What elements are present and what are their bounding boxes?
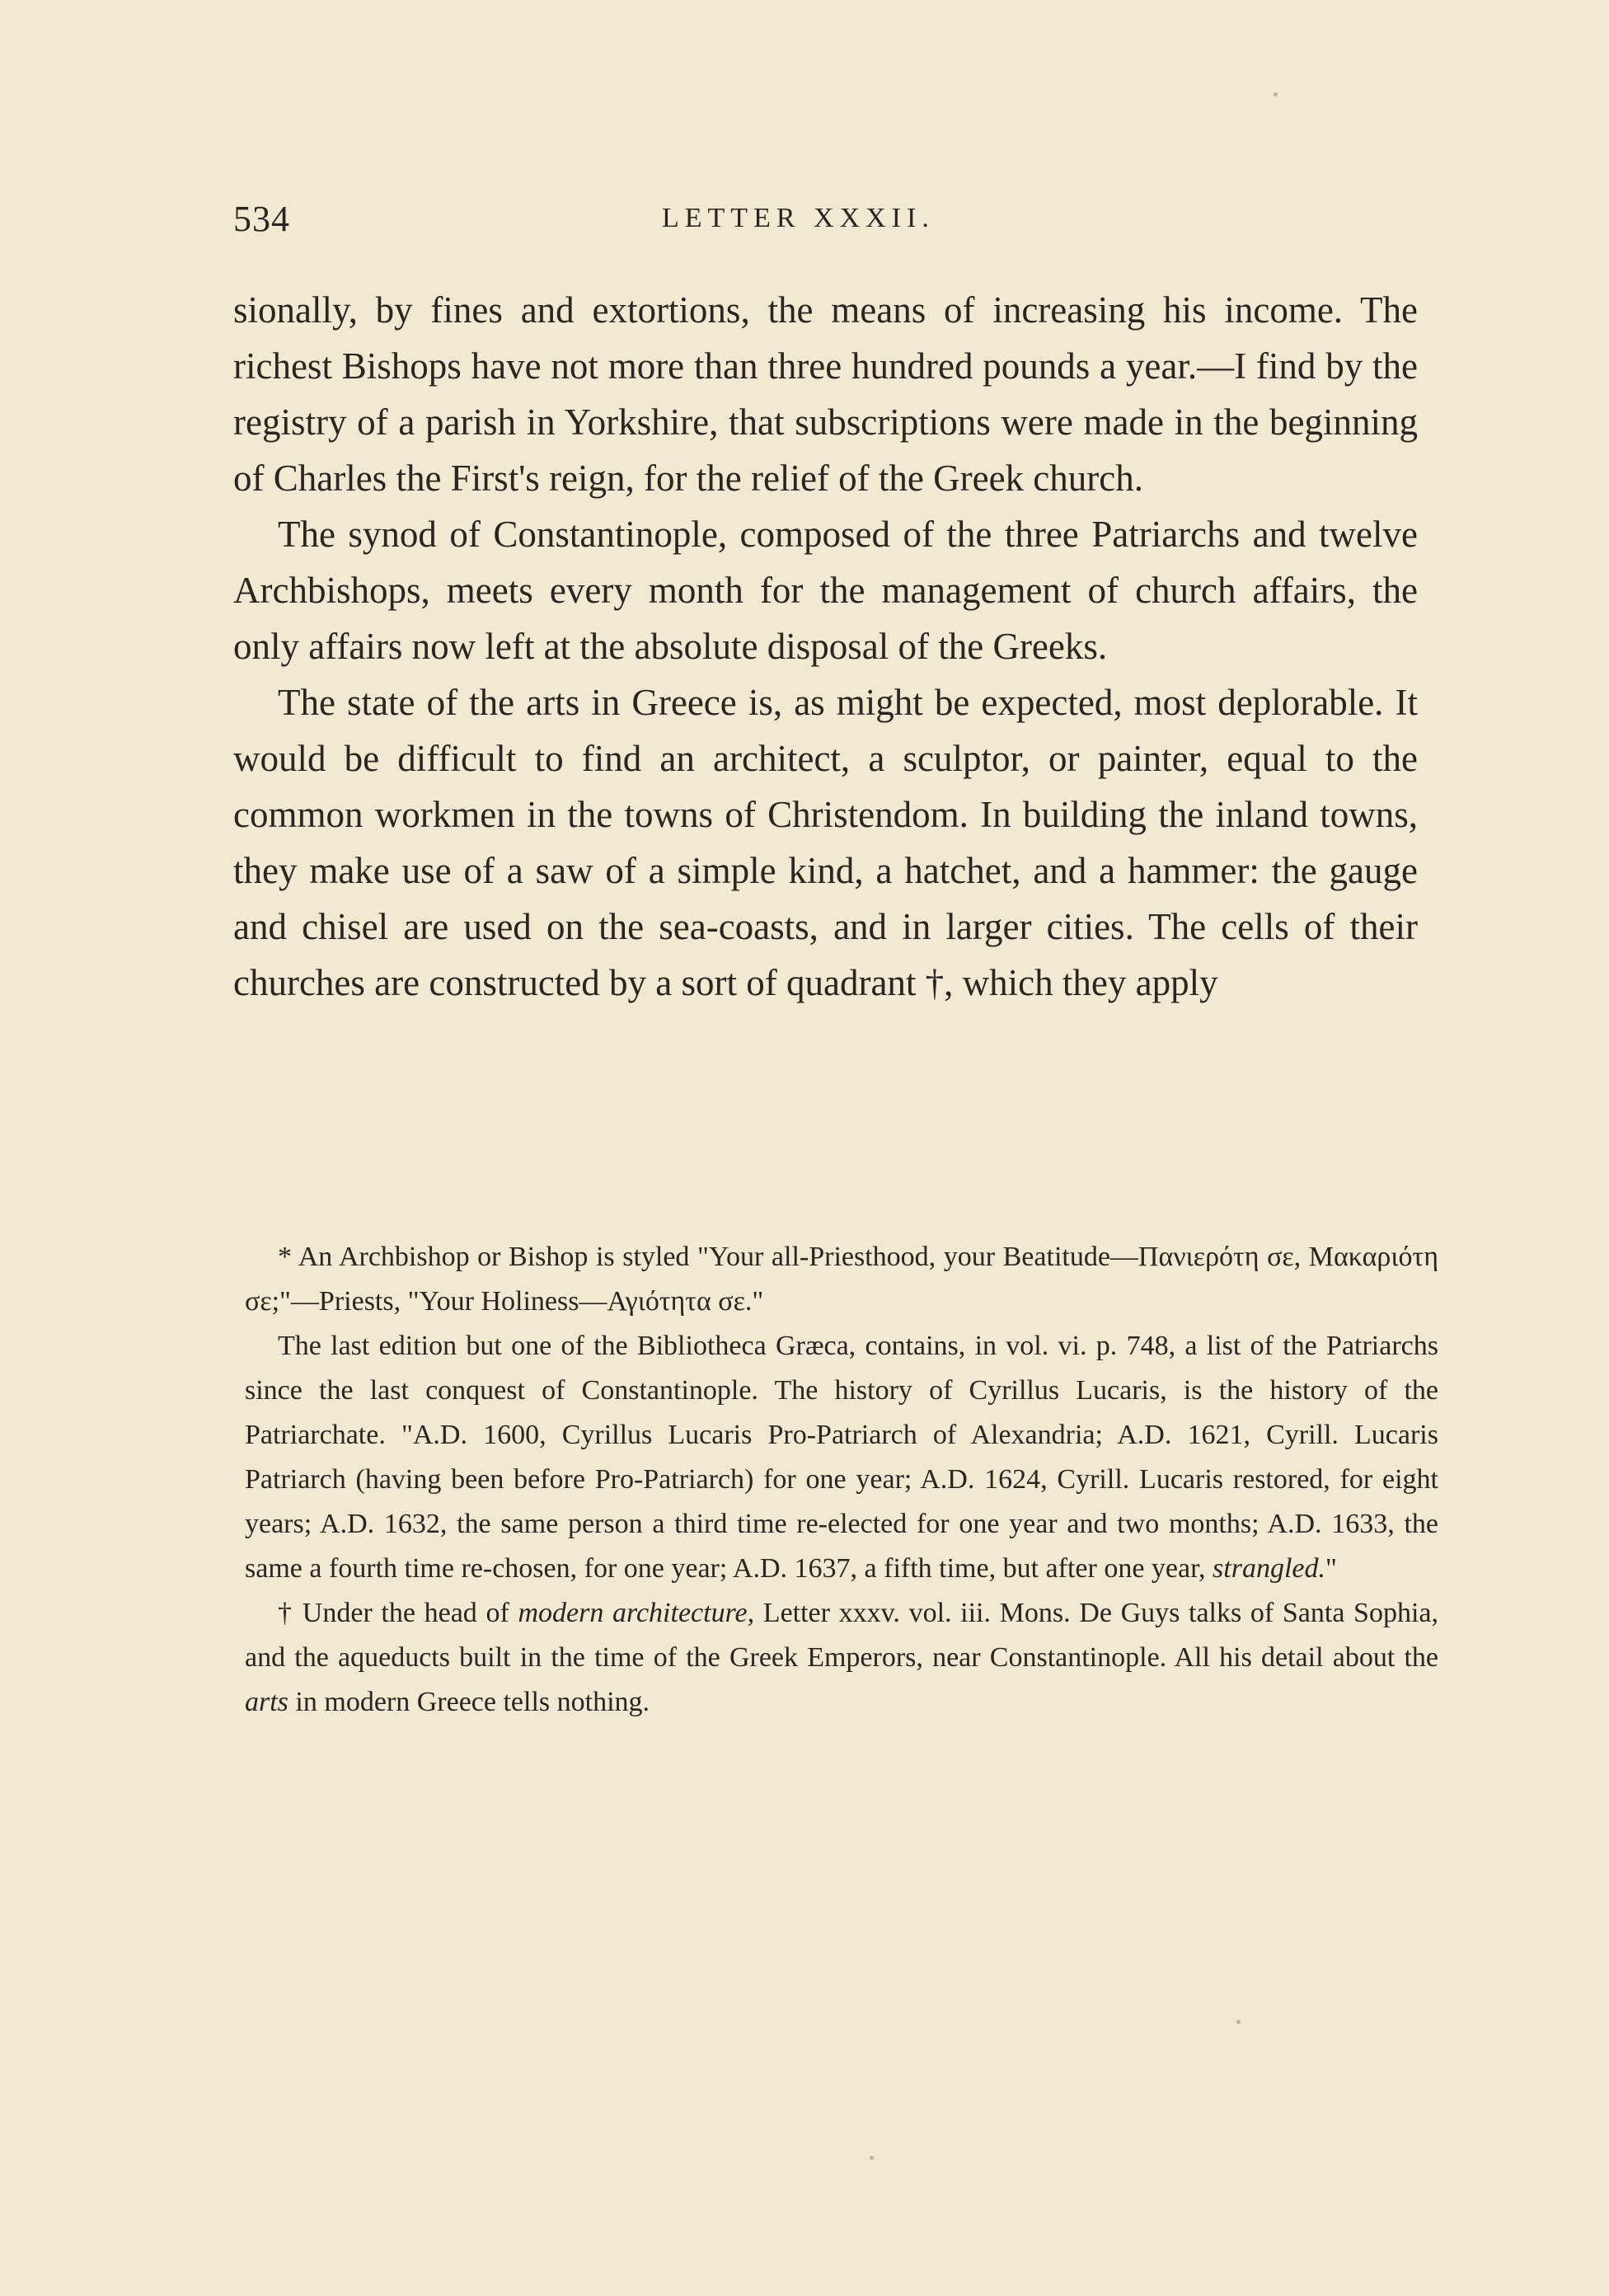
body-paragraph-1: sionally, by fines and extortions, the means of increasing his income. The richest Bishops have not more than three hundred pounds a year.—I find by the registry of a parish in Yorkshire, that subscriptions were made in the beginning of Charles the First's reign, for the relief of the Greek church. bbox=[233, 289, 1418, 499]
footnote-dagger-end: in modern Greece tells nothing. bbox=[295, 1687, 650, 1717]
footnote-arts: arts bbox=[245, 1687, 288, 1717]
body-paragraph-2: The synod of Constantinople, composed of the three Patriarchs and twelve Archbishops, meets every month for the management of church affairs, the only affairs now left at the absolute disposal of the Greeks. bbox=[233, 514, 1418, 667]
running-title: LETTER XXXII. bbox=[662, 203, 935, 233]
footnote-strangled: strangled. bbox=[1213, 1553, 1325, 1584]
footnote-dagger bbox=[245, 1591, 1438, 1725]
paper-speck bbox=[1274, 92, 1278, 96]
paper-speck bbox=[870, 2156, 874, 2160]
body-paragraph-3: The state of the arts in Greece is, as might be expected, most deplorable. It would be difficult to find an architect, a sculptor, or painter, equal to the common workmen in the towns of Christendom. In building the inland towns, they make use of a saw of a simple kind, a hatchet, and a hammer: the gauge and chisel are used on the sea-coasts, and in larger cities. The cells of their churches are constructed by a sort of quadrant †, which they apply bbox=[233, 682, 1418, 1003]
footnotes bbox=[245, 1235, 1438, 1725]
running-head bbox=[233, 198, 1412, 247]
page-number: 534 bbox=[233, 199, 290, 239]
footnote-bibliotheca bbox=[245, 1324, 1438, 1591]
footnote-dagger-start: † Under the head of bbox=[278, 1598, 509, 1628]
footnote-asterisk: * An Archbishop or Bishop is styled "Your all-Priesthood, your Beatitude—Πανιερότη σε, Μακαριότη σε;"—Priests, "Your Holiness—Αγιότητα σε." bbox=[245, 1242, 1438, 1317]
paper-speck bbox=[1236, 2020, 1241, 2024]
footnote-dagger-mid: Letter xxxv. vol. iii. Mons. De Guys talks of Santa Sophia, and the aqueducts built in the time of the Greek Emperors, near Constantinople. All his detail about the bbox=[245, 1598, 1439, 1673]
footnote-closing-quote: " bbox=[1325, 1553, 1337, 1584]
footnote-modern-architecture: modern architecture, bbox=[518, 1598, 755, 1628]
main-text bbox=[233, 282, 1418, 1011]
footnote-bibliotheca-text: The last edition but one of the Bibliotheca Græca, contains, in vol. vi. p. 748, a list of the Patriarchs since the last conquest of Constantinople. The history of Cyrillus Lucaris, is the history of the Patriarchate. "A.D. 1600, Cyrillus Lucaris Pro-Patriarch of Alexandria; A.D. 1621, Cyrill. Lucaris Patriarch (having been before Pro-Patriarch) for one year; A.D. 1624, Cyrill. Lucaris restored, for eight years; A.D. 1632, the same person a third time re-elected for one year and two months; A.D. 1633, the same a fourth time re-chosen, for one year; A.D. 1637, a fifth time, but after one year, bbox=[245, 1331, 1438, 1584]
